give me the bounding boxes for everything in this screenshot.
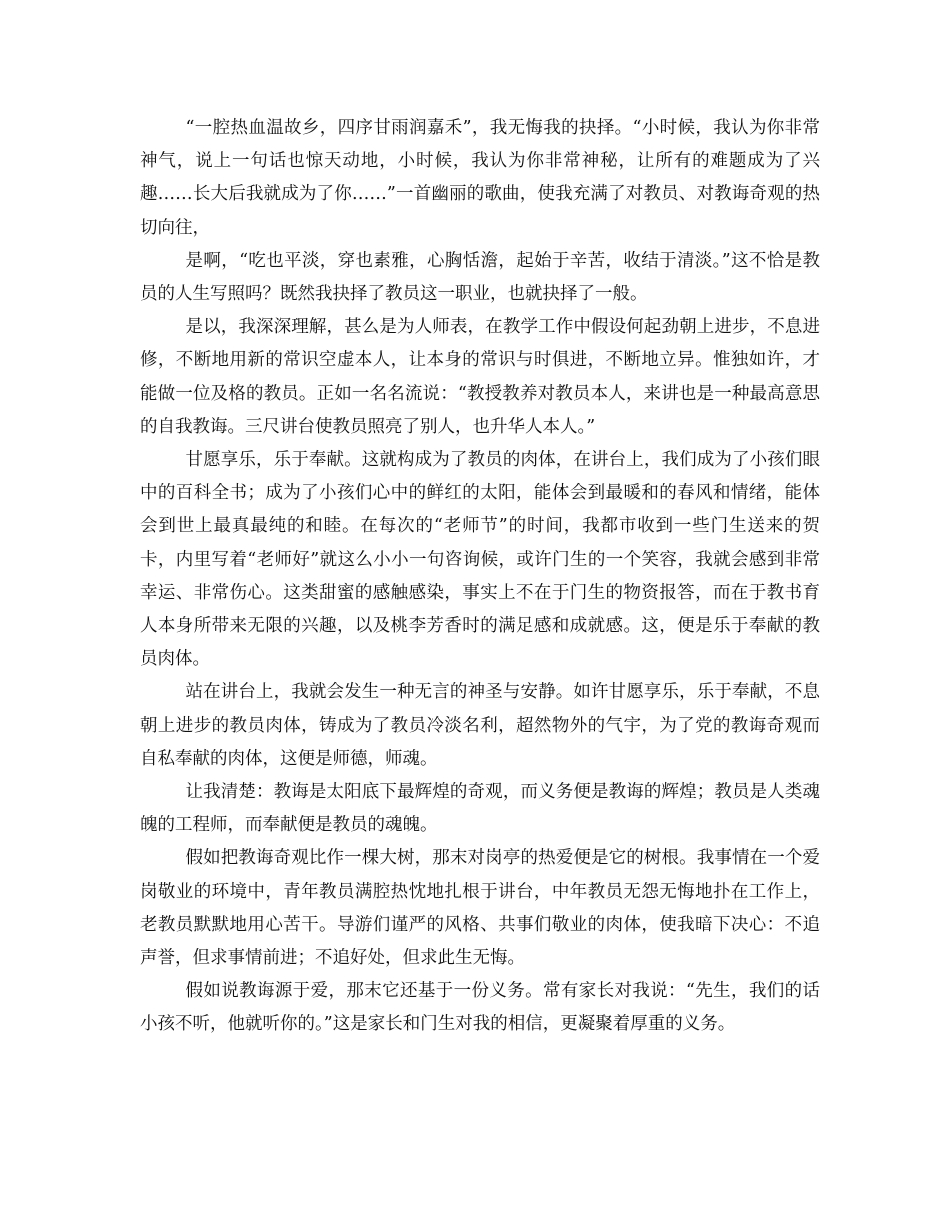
paragraph-1: “一腔热血温故乡，四序甘雨润嘉禾”，我无悔我的抉择。“小时候，我认为你非常神气，说上一句话也惊天动地，小时候，我认为你非常神秘，让所有的难题成为了兴趣……长大后我就成为了你……”一首幽丽的歌曲，使我充满了对教员、对教诲奇观的热切向往， (140, 118, 820, 238)
paragraph-8: 假如说教诲源于爱，那末它还基于一份义务。常有家长对我说：“先生，我们的话小孩不听，他就听你的。”这是家长和门生对我的相信，更凝聚着厚重的义务。 (140, 981, 820, 1035)
paragraph-3: 是以，我深深理解，甚么是为人师表，在教学工作中假设何起劲朝上进步，不息进修，不断地用新的常识空虚本人，让本身的常识与时俱进，不断地立异。惟独如许，才能做一位及格的教员。正如一名名流说：“教授教养对教员本人，来讲也是一种最高意思的自我教诲。三尺讲台使教员照亮了别人，也升华人本人。” (140, 317, 820, 437)
paragraph-7: 假如把教诲奇观比作一棵大树，那末对岗亭的热爱便是它的树根。我事情在一个爱岗敬业的环境中，青年教员满腔热忱地扎根于讲台，中年教员无怨无悔地扑在工作上，老教员默默地用心苦干。导游们谨严的风格、共事们敬业的肉体，使我暗下决心：不追声誉，但求事情前进；不追好处，但求此生无悔。 (140, 848, 820, 969)
paragraph-6: 让我清楚：教诲是太阳底下最辉煌的奇观，而义务便是教诲的辉煌；教员是人类魂魄的工程师，而奉献便是教员的魂魄。 (140, 782, 820, 836)
paragraph-4: 甘愿享乐，乐于奉献。这就构成为了教员的肉体，在讲台上，我们成为了小孩们眼中的百科全书；成为了小孩们心中的鲜红的太阳，能体会到最暖和的春风和情绪，能体会到世上最真最纯的和睦。在每次的“老师节”的时间，我都市收到一些门生送来的贺卡，内里写着“老师好”就这么小小一句咨询候，或许门生的一个笑容，我就会感到非常幸运、非常伤心。这类甜蜜的感触感染，事实上不在于门生的物资报答，而在于教书育人本身所带来无限的兴趣，以及桃李芳香时的满足感和成就感。这，便是乐于奉献的教员肉体。 (140, 450, 820, 670)
document-body (140, 112, 820, 1042)
paragraph-2: 是啊，“吃也平淡，穿也素雅，心胸恬澹，起始于辛苦，收结于清淡。”这不恰是教员的人生写照吗？既然我抉择了教员这一职业，也就抉择了一般。 (140, 250, 820, 305)
paragraph-5: 站在讲台上，我就会发生一种无言的神圣与安静。如许甘愿享乐，乐于奉献，不息朝上进步的教员肉体，铸成为了教员冷淡名利，超然物外的气宇，为了党的教诲奇观而自私奉献的肉体，这便是师德，师魂。 (140, 682, 820, 769)
